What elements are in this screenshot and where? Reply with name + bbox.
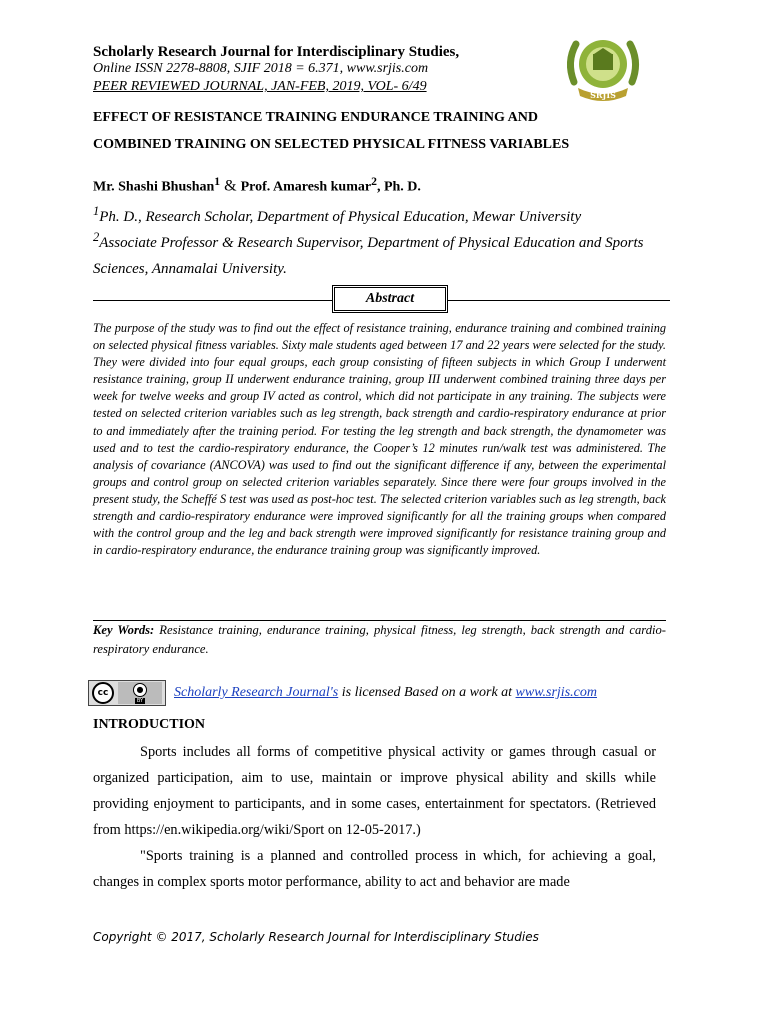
copyright-footer: Copyright © 2017, Scholarly Research Journal for Interdisciplinary Studies [93, 930, 539, 944]
abstract-rule-right [448, 300, 670, 301]
authors [93, 175, 421, 196]
paper-title-line2: COMBINED TRAINING ON SELECTED PHYSICAL FITNESS VARIABLES [93, 137, 570, 152]
author-2-sup: 2 [371, 175, 377, 188]
author-suffix: , Ph. D. [376, 179, 421, 195]
by-label: BY [136, 697, 144, 704]
keywords-text: Resistance training, endurance training, physical fitness, leg strength, back strength and cardio-respiratory endurance. [93, 623, 666, 656]
peer-review-line: PEER REVIEWED JOURNAL, JAN-FEB, 2019, VOL- 6/49 [93, 79, 427, 94]
intro-paragraph-2: "Sports training is a planned and controlled process in which, for achieving a goal, changes in complex sports motor performance, ability to act and behavior are made [93, 848, 656, 890]
abstract-rule-left [93, 300, 332, 301]
journal-name: Scholarly Research Journal for Interdisciplinary Studies, [93, 44, 460, 60]
abstract-text: The purpose of the study was to find out the effect of resistance training, endurance training and combined training on selected physical fitness variables. Sixty male students aged between 17 and 22 years were selected for the study. They were divided into four equal groups, each group consisting of fifteen subjects in which Group I underwent resistance training, group II underwent endurance training, group III underwent combined training three days per week for twelve weeks and group IV acted as control, which did not participate in any training. The subjects were tested on selected criterion variables such as leg strength, back strength and cardio-respiratory endurance at prior to and immediately after the training period. For testing the leg strength and back strength, the dynamometer was used and to test the cardio-respiratory endurance, the Cooper’s 12 minutes run/walk test was administered. The analysis of covariance (ANCOVA) was used to find out the significant difference if any, between the experimental groups and control group on selected criterion variables separately. Since there were four groups involved in the present study, the Scheffé S test was used as post-hoc test. The selected criterion variables such as leg strength, back strength and cardio-respiratory endurance were improved significantly for all the training groups when compared with the control group and the leg and back strength were improved significantly for resistance training group and in cardio-respiratory endurance, the endurance training group was significantly improved. [93, 321, 666, 558]
journal-logo [560, 32, 646, 104]
person-icon: ● [133, 683, 147, 697]
author-2: Prof. Amaresh kumar [240, 179, 372, 195]
keywords-label: Key Words: [93, 623, 155, 637]
cc-icon: cc [92, 682, 114, 704]
abstract-heading: Abstract [332, 285, 448, 313]
author-ampersand: & [220, 177, 241, 195]
affiliation-1: $^1$Ph. D., Research Scholar, Department of Physical Education, Mewar University [93, 204, 582, 225]
paper-title-line1: EFFECT OF RESISTANCE TRAINING ENDURANCE TRAINING AND [93, 110, 538, 125]
license-line [88, 680, 597, 706]
license-middle: is licensed Based on a work at [338, 685, 516, 700]
license-text [174, 685, 597, 701]
journal-link[interactable]: Scholarly Research Journal's [174, 685, 339, 700]
author-1-sup: 1 [214, 175, 221, 188]
site-link[interactable]: www.srjis.com [515, 685, 597, 700]
svg-text:SRJIS: SRJIS [590, 90, 616, 100]
affiliation-2: $^2$Associate Professor & Research Supervisor, Department of Physical Education and Sports Sciences, Annamalai University. [93, 230, 644, 277]
cc-by-badge-icon[interactable] [88, 680, 166, 706]
intro-paragraph-1: Sports includes all forms of competitive physical activity or games through casual or organized participation, aim to use, maintain or improve physical ability and skills while providing enjoyment to participants, and in some cases, entertainment for spectators. (Retrieved from https://en.wikipedia.org/wiki/Sport on 12-05-2017.) [93, 744, 656, 838]
author-1: Mr. Shashi Bhushan [93, 179, 215, 195]
keywords [93, 621, 666, 659]
issn-line: Online ISSN 2278-8808, SJIF 2018 = 6.371, www.srjis.com [93, 61, 429, 76]
by-icon [118, 682, 162, 704]
introduction-heading: INTRODUCTION [93, 717, 206, 732]
